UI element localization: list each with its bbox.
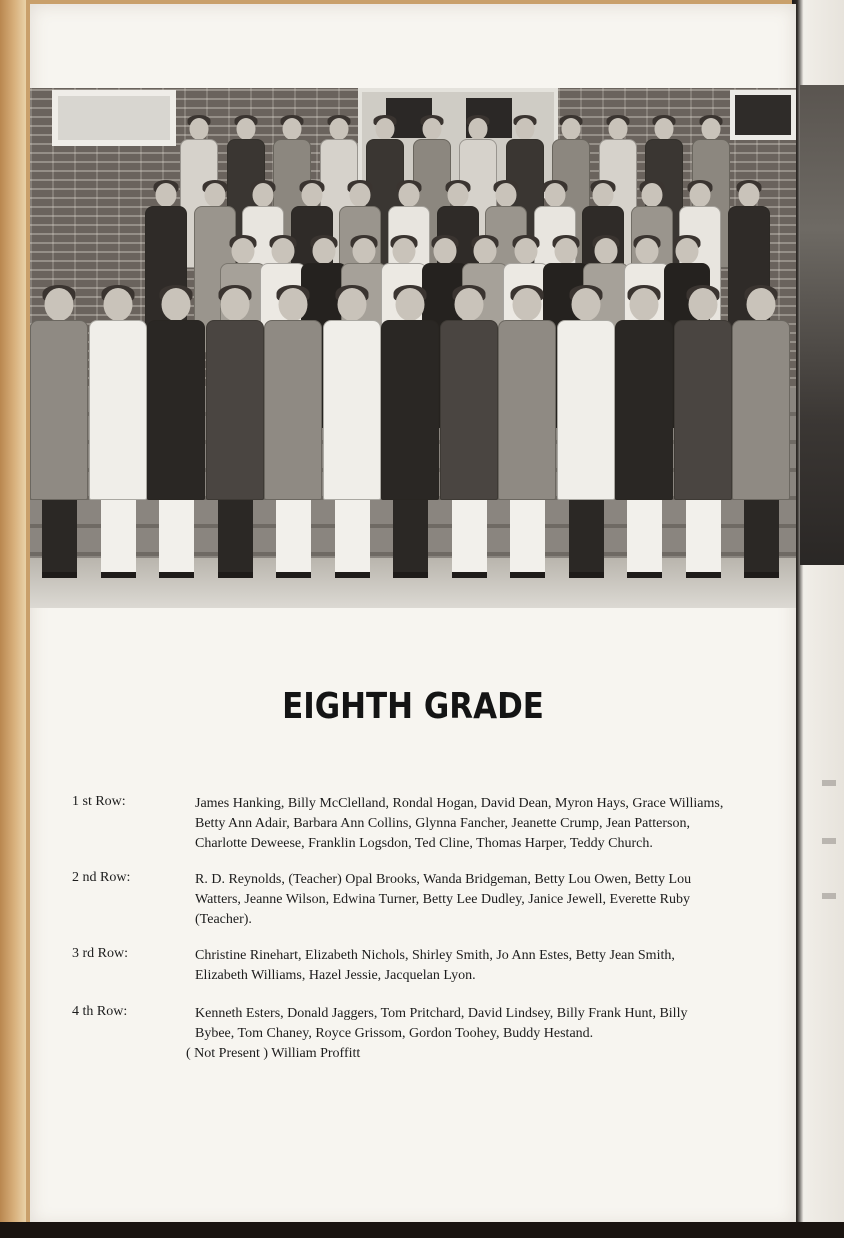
row-names [195, 946, 795, 986]
student-figure [264, 288, 322, 578]
not-present-note: ( Not Present ) William Proffitt [186, 1046, 361, 1061]
names-line: Elizabeth Williams, Hazel Jessie, Jacquelan Lyon. [195, 968, 476, 983]
student-figure [732, 288, 790, 578]
row-label: 3 rd Row: [72, 946, 128, 961]
student-figure [498, 288, 556, 578]
names-line: Charlotte Deweese, Franklin Logsdon, Ted Cline, Thomas Harper, Teddy Church. [195, 836, 653, 851]
book-spine [0, 0, 26, 1238]
names-line: Betty Ann Adair, Barbara Ann Collins, Glynna Fancher, Jeanette Crump, Jean Patterson, [195, 816, 691, 831]
names-line: Watters, Jeanne Wilson, Edwina Turner, Betty Lee Dudley, Janice Jewell, Everette Ruby [195, 892, 691, 907]
row-names [195, 870, 795, 930]
page-title: EIGHTH GRADE [282, 686, 544, 727]
names-line: James Hanking, Billy McClelland, Rondal Hogan, David Dean, Myron Hays, Grace Williams, [195, 796, 724, 811]
school-window [52, 90, 176, 146]
names-line: (Teacher). [195, 912, 252, 927]
names-line: Bybee, Tom Chaney, Royce Grissom, Gordon Toohey, Buddy Hestand. [195, 1026, 594, 1041]
school-window [730, 90, 796, 140]
yearbook-page [30, 4, 796, 1226]
student-figure [381, 288, 439, 578]
student-figure [557, 288, 615, 578]
student-figure [615, 288, 673, 578]
student-figure [89, 288, 147, 578]
student-figure [147, 288, 205, 578]
row-names [195, 1004, 795, 1044]
student-figure [206, 288, 264, 578]
row-label: 2 nd Row: [72, 870, 131, 885]
page-bottom-edge [0, 1222, 844, 1238]
adjacent-page-photo [800, 85, 844, 565]
row-label: 1 st Row: [72, 794, 126, 809]
student-figure [323, 288, 381, 578]
names-line: Christine Rinehart, Elizabeth Nichols, Shirley Smith, Jo Ann Estes, Betty Jean Smith, [195, 948, 675, 963]
student-figure [30, 288, 88, 578]
row-label: 4 th Row: [72, 1004, 128, 1019]
student-figure [674, 288, 732, 578]
class-photograph [30, 88, 796, 608]
student-figure [440, 288, 498, 578]
names-line: R. D. Reynolds, (Teacher) Opal Brooks, Wanda Bridgeman, Betty Lou Owen, Betty Lou [195, 872, 692, 887]
row-names [195, 794, 795, 854]
names-line: Kenneth Esters, Donald Jaggers, Tom Pritchard, David Lindsey, Billy Frank Hunt, Billy [195, 1006, 688, 1021]
